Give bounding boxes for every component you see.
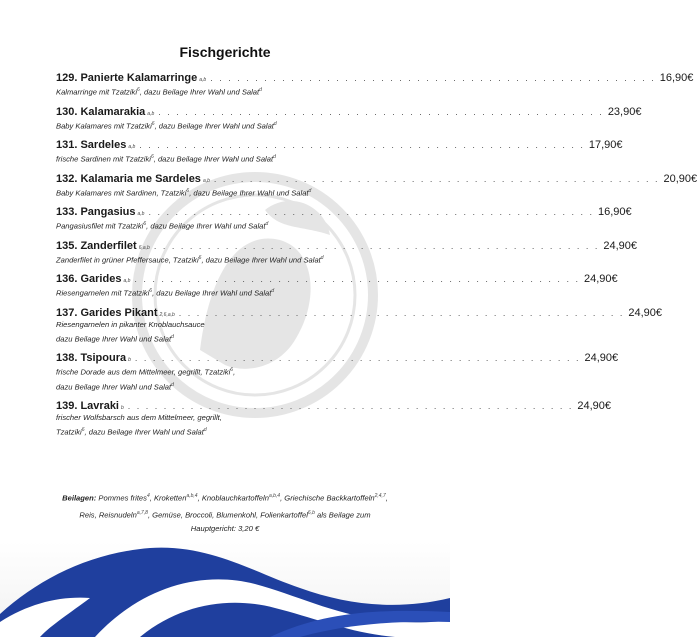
dish-description	[56, 319, 394, 331]
dish-description	[56, 285, 394, 300]
allergen-code: b	[121, 405, 124, 412]
description-text: Tzatziki	[56, 427, 82, 437]
side-dish-text: als Beilage zum Hauptgericht: 3,20 €	[190, 510, 371, 534]
dish-name: 135. Zanderfilet	[56, 239, 137, 252]
menu-item-line	[56, 306, 663, 319]
allergen-code: 2,4,7	[374, 493, 386, 499]
side-dish-text: , Gemüse, Broccoli, Blumenkohl,	[147, 510, 259, 520]
side-dish-text: , Kroketten	[149, 493, 187, 503]
menu-item-line	[56, 172, 697, 185]
dish-price: 16,90€	[598, 206, 632, 219]
dish-price: 23,90€	[607, 105, 642, 118]
side-dish-text: , Reis, Reisnudeln	[79, 493, 388, 520]
dish-name: 132. Kalamaria me Sardeles	[56, 172, 201, 185]
leader-dots: . . . . . . . . . . . . . . . . . . . . . . . . . . . . . . . . . . . . . . . . . . . . . . . . . .	[148, 207, 595, 218]
menu-item	[56, 273, 618, 300]
menu-item	[56, 72, 694, 99]
dish-price: 24,90€	[584, 352, 619, 365]
description-text: Pangasiusfilet mit Tzatziki	[56, 221, 144, 231]
dish-description	[56, 331, 394, 346]
menu-item	[56, 239, 638, 267]
description-text: dazu Beilage Ihrer Wahl und Salat	[56, 382, 172, 392]
menu-item-line	[56, 400, 611, 413]
dish-description	[56, 151, 394, 166]
description-text: Baby Kalamares mit Tzatziki	[56, 121, 152, 131]
allergen-code: 6	[150, 154, 154, 161]
dish-name: 139. Lavraki	[56, 400, 119, 413]
dish-name: 136. Garides	[56, 273, 122, 286]
description-text: Riesengarnelen mit Tzatziki	[56, 288, 150, 298]
allergen-code: a,b	[128, 144, 136, 151]
allergen-code: d	[273, 154, 276, 161]
page-title: Fischgerichte	[179, 44, 271, 60]
allergen-code: d	[265, 221, 269, 228]
allergen-code: 2,6,a,b	[159, 311, 175, 318]
allergen-code: 6,b	[307, 509, 315, 516]
dish-name: 138. Tsipoura	[56, 352, 127, 365]
description-text: frische Sardinen mit Tzatziki	[56, 154, 151, 164]
description-text: Baby Kalamares mit Sardinen, Tzatziki	[56, 188, 187, 198]
dish-price: 24,90€	[628, 306, 663, 319]
menu-item-line	[56, 105, 642, 118]
dish-description	[56, 424, 394, 439]
allergen-code: a,b,4	[186, 493, 198, 499]
allergen-code: d	[171, 333, 174, 340]
description-text: dazu Beilage Ihrer Wahl und Salat	[56, 334, 172, 344]
leader-dots: . . . . . . . . . . . . . . . . . . . . . . . . . . . . . . . . . . . . . . . . . . . . . . . . . .	[134, 274, 580, 285]
description-text: frische Dorade aus dem Mittelmeer, gegrillt, Tzatziki	[56, 367, 231, 377]
description-text: ,	[233, 367, 236, 377]
allergen-code: 6	[149, 288, 153, 295]
allergen-code: 6	[198, 254, 202, 261]
menu-item-line	[56, 72, 694, 84]
dish-price: 24,90€	[577, 400, 611, 413]
dish-description	[56, 252, 394, 267]
menu-item	[56, 206, 632, 233]
dish-description	[56, 412, 394, 424]
dish-name: 130. Kalamarakia	[56, 105, 146, 118]
dish-description	[56, 118, 394, 133]
leader-dots: . . . . . . . . . . . . . . . . . . . . . . . . . . . . . . . . . . . . . . . . . . . . . . . . . .	[134, 353, 581, 364]
menu-item	[56, 139, 623, 166]
allergen-code: 6	[230, 367, 234, 374]
menu-item	[56, 306, 663, 346]
dish-name: 129. Panierte Kalamarringe	[56, 72, 198, 84]
allergen-code: a,b	[202, 177, 210, 184]
description-text: , dazu Beilage Ihrer Wahl und Salat	[152, 288, 272, 298]
menu-item	[56, 352, 619, 393]
description-text: , dazu Beilage Ihrer Wahl und Salat	[201, 255, 321, 265]
allergen-code: a,b	[137, 211, 145, 218]
side-dish-text: Pommes frites	[96, 493, 147, 503]
dish-price: 24,90€	[603, 239, 638, 252]
description-text: frischer Wolfsbarsch aus dem Mittelmeer, gegrillt,	[56, 413, 222, 423]
menu-item-line	[56, 139, 623, 152]
menu-item	[56, 105, 642, 133]
dish-description	[56, 364, 394, 379]
allergen-code: a,b	[147, 110, 155, 117]
allergen-code: d	[171, 381, 174, 388]
allergen-code: a,b,4	[268, 493, 281, 499]
leader-dots: . . . . . . . . . . . . . . . . . . . . . . . . . . . . . . . . . . . . . . . . . . . . . . . . . .	[178, 307, 625, 318]
leader-dots: . . . . . . . . . . . . . . . . . . . . . . . . . . . . . . . . . . . . . . . . . . . . . . . . . .	[213, 173, 660, 184]
dish-price: 17,90€	[588, 139, 623, 152]
leader-dots: . . . . . . . . . . . . . . . . . . . . . . . . . . . . . . . . . . . . . . . . . . . . . . . . . .	[127, 401, 574, 412]
leader-dots: . . . . . . . . . . . . . . . . . . . . . . . . . . . . . . . . . . . . . . . . . . . . . . . . . .	[153, 240, 600, 251]
allergen-code: d	[308, 187, 312, 194]
description-text: , dazu Beilage Ihrer Wahl und Salat	[153, 154, 274, 164]
dish-description	[56, 379, 394, 394]
menu-item-line	[56, 206, 632, 219]
allergen-code: d	[259, 87, 262, 93]
allergen-code: 6	[137, 87, 140, 93]
side-dish-text: , Knoblauchkartoffeln	[197, 493, 269, 503]
allergen-code: d	[271, 288, 275, 295]
menu-list	[56, 72, 697, 446]
allergen-code: d	[203, 427, 207, 434]
menu-item-line	[56, 352, 619, 365]
allergen-code: 6	[186, 187, 190, 194]
allergen-code: b	[128, 357, 131, 364]
side-dish-text: , Griechische Backkartoffeln	[280, 493, 375, 503]
description-text: Riesengarnelen in pikanter Knoblauchsauce	[56, 319, 205, 329]
allergen-code: a,b	[199, 77, 207, 83]
menu-item-line	[56, 273, 618, 286]
description-text: , dazu Beilage Ihrer Wahl und Salat	[84, 427, 204, 437]
description-text: Zanderfilet in grüner Pfeffersauce, Tzatziki	[56, 255, 199, 265]
leader-dots: . . . . . . . . . . . . . . . . . . . . . . . . . . . . . . . . . . . . . . . . . . . . . . . . . .	[210, 73, 656, 83]
allergen-code: a,7,8	[136, 509, 148, 516]
description-text: , dazu Beilage Ihrer Wahl und Salat	[189, 188, 309, 198]
menu-item	[56, 172, 697, 200]
menu-item-line	[56, 239, 638, 252]
allergen-code: 6	[81, 427, 85, 434]
dish-description	[56, 218, 394, 233]
greek-flag-ribbon	[0, 518, 450, 637]
allergen-code: d	[273, 120, 277, 127]
dish-price: 20,90€	[663, 172, 697, 185]
dish-name: 133. Pangasius	[56, 206, 136, 219]
description-text: , dazu Beilage Ihrer Wahl und Salat	[146, 221, 266, 231]
side-dishes-label: Beilagen:	[62, 493, 97, 503]
description-text: , dazu Beilage Ihrer Wahl und Salat	[139, 87, 260, 97]
allergen-code: 6	[143, 221, 147, 228]
leader-dots: . . . . . . . . . . . . . . . . . . . . . . . . . . . . . . . . . . . . . . . . . . . . . . . . . .	[139, 140, 585, 151]
leader-dots: . . . . . . . . . . . . . . . . . . . . . . . . . . . . . . . . . . . . . . . . . . . . . . . . . .	[158, 106, 604, 117]
description-text: Kalmarringe mit Tzatziki	[56, 87, 138, 97]
side-dish-text: Folienkartoffel	[258, 510, 308, 520]
allergen-code: 6,a,b	[138, 244, 150, 251]
dish-description	[56, 185, 394, 200]
allergen-code: a,b	[123, 278, 131, 285]
allergen-code: d	[320, 254, 324, 261]
dish-price: 16,90€	[659, 72, 694, 84]
dish-description	[56, 84, 394, 99]
dish-name: 137. Garides Pikant	[56, 306, 158, 319]
description-text: , dazu Beilage Ihrer Wahl und Salat	[154, 121, 274, 131]
allergen-code: 6	[151, 120, 155, 127]
dish-name: 131. Sardeles	[56, 139, 127, 152]
menu-item	[56, 400, 611, 439]
dish-price: 24,90€	[583, 273, 618, 286]
allergen-code: 4	[146, 493, 150, 499]
